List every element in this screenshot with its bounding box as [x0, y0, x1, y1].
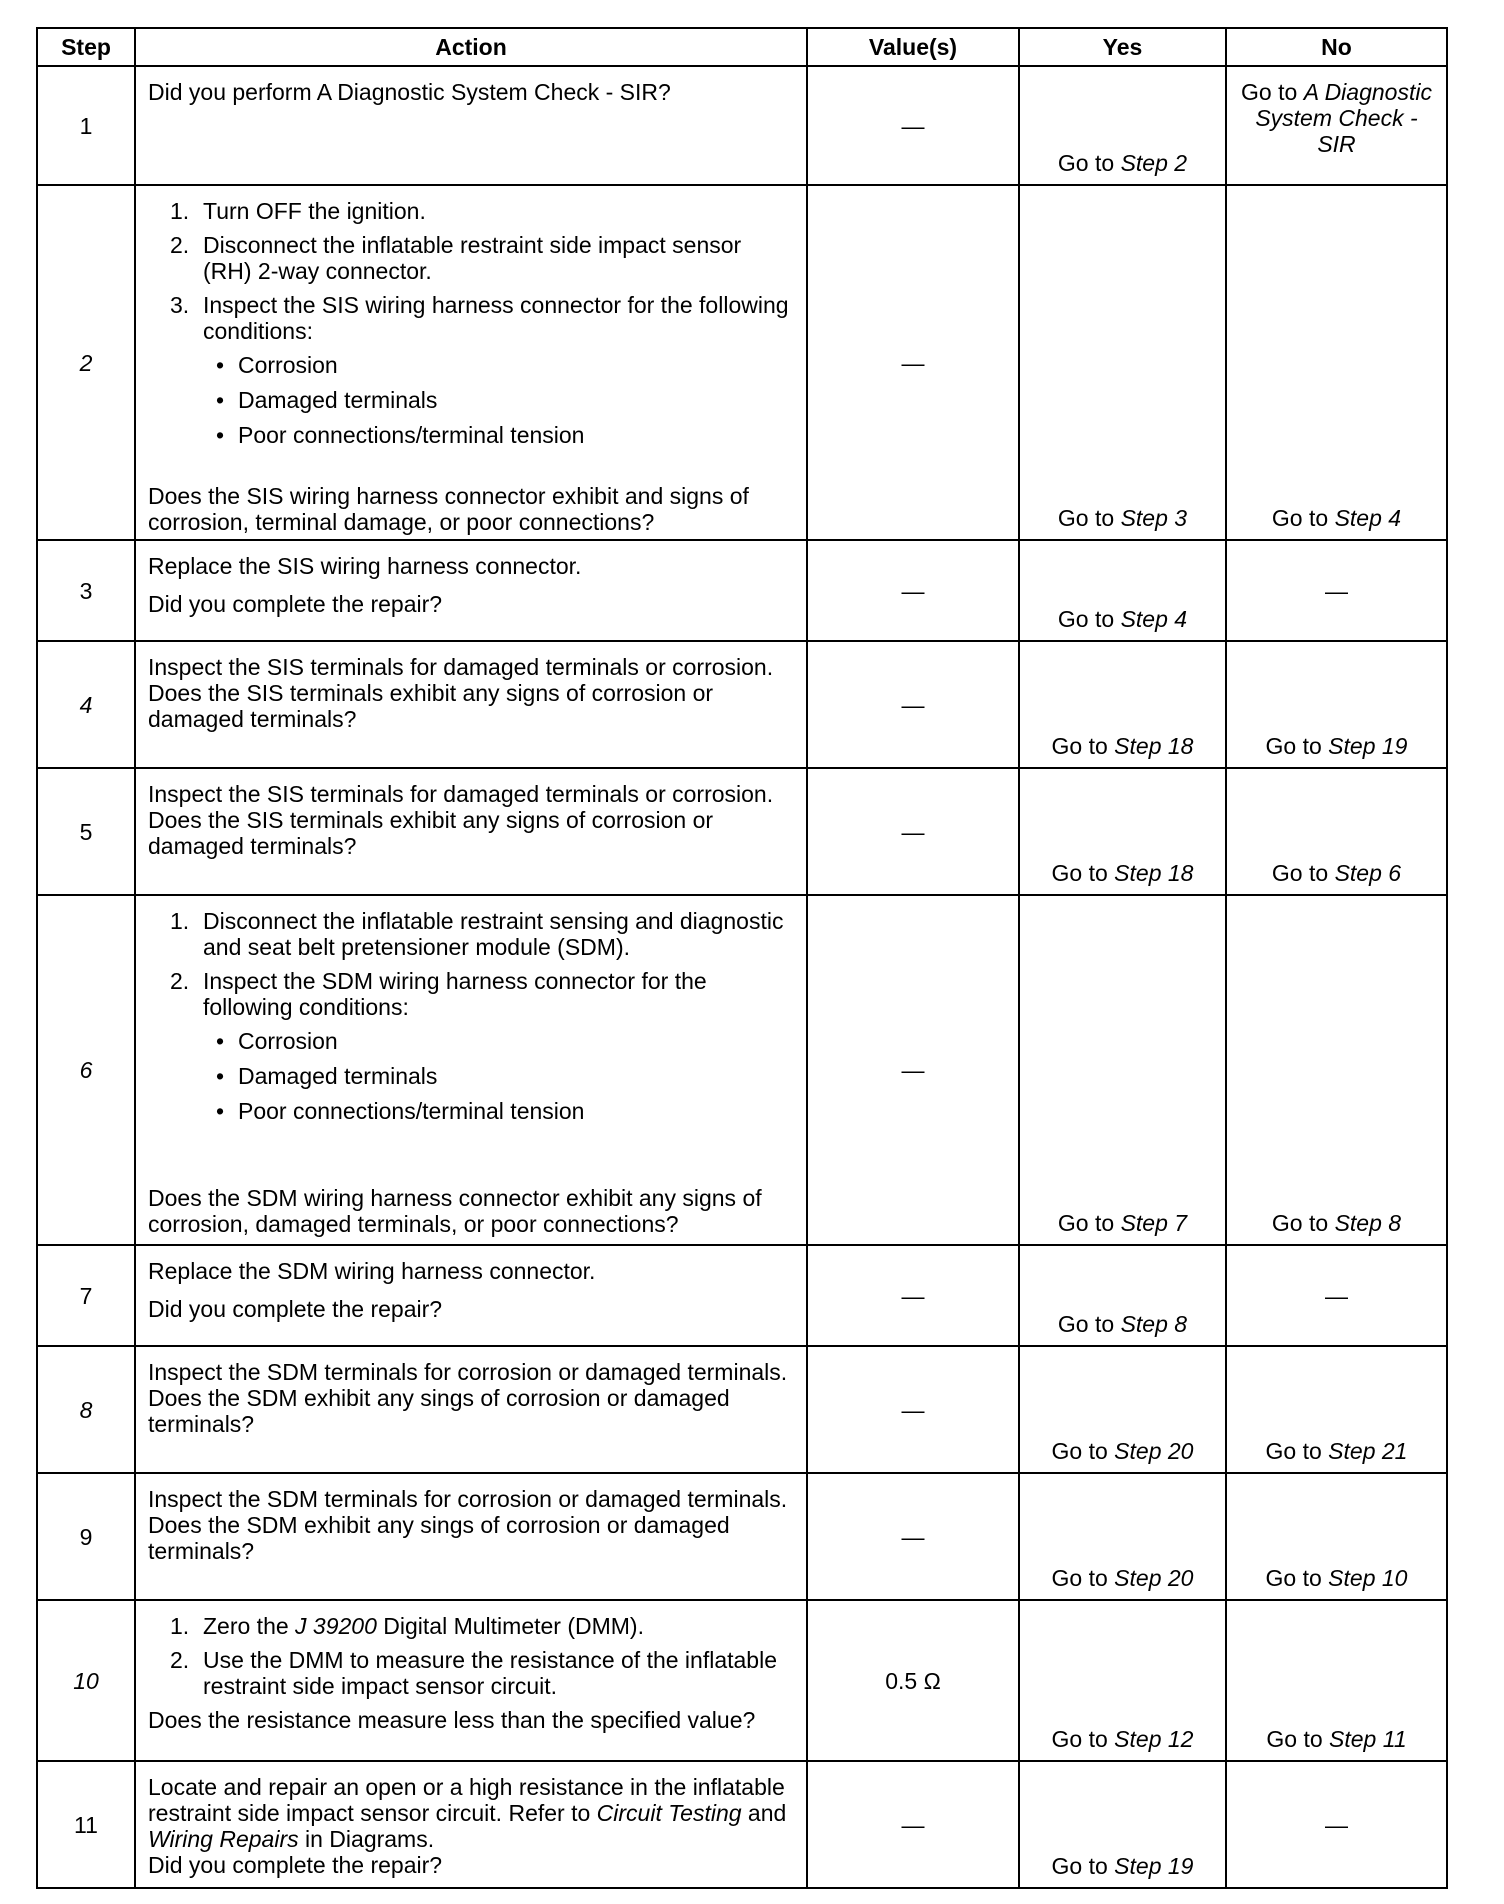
yes-cell [1019, 1761, 1226, 1888]
condition-item: • Damaged terminals [148, 387, 792, 413]
procedure-step-text: Inspect the SIS wiring harness connector for the following conditions: [203, 292, 789, 344]
action-cell [135, 540, 807, 641]
action-cell [135, 768, 807, 895]
yes-cell [1019, 895, 1226, 1245]
no-goto-link[interactable]: Step 19 [1328, 733, 1408, 759]
procedure-step-number: 1. [170, 908, 190, 934]
step-number: 1 [37, 66, 135, 185]
no-goto-link[interactable]: Step 8 [1334, 1210, 1402, 1236]
value-cell: — [807, 1473, 1019, 1600]
no-goto-link[interactable]: Step 4 [1334, 505, 1402, 531]
no-goto-prefix: Go to [1265, 1565, 1329, 1591]
procedure-step [148, 198, 792, 224]
diagnostic-table-page [36, 27, 1446, 1889]
no-goto-link[interactable]: Step 6 [1334, 860, 1402, 886]
no-cell [1226, 185, 1447, 540]
yes-goto-link[interactable]: Step 19 [1114, 1853, 1194, 1879]
value-cell: — [807, 66, 1019, 185]
table-body [37, 66, 1447, 1888]
yes-goto-link[interactable]: Step 18 [1114, 733, 1194, 759]
yes-goto-prefix: Go to [1057, 1210, 1121, 1236]
yes-cell [1019, 185, 1226, 540]
no-cell [1226, 1245, 1447, 1346]
action-text: Did you perform A Diagnostic System Check - SIR? [148, 79, 671, 105]
condition-item: • Corrosion [148, 1028, 792, 1054]
yes-goto-prefix: Go to [1057, 1311, 1121, 1337]
no-cell [1226, 768, 1447, 895]
procedure-step [148, 292, 792, 344]
yes-cell [1019, 1245, 1226, 1346]
yes-goto-prefix: Go to [1051, 1438, 1115, 1464]
procedure-step-number: 1. [170, 1613, 190, 1639]
yes-goto-link[interactable]: Step 7 [1120, 1210, 1188, 1236]
value-cell: 0.5 Ω [807, 1600, 1019, 1761]
procedure-step-number: 3. [170, 292, 190, 318]
value-cell: — [807, 1761, 1019, 1888]
procedure-step [148, 968, 792, 1020]
header-no: No [1226, 28, 1447, 66]
action-text: Replace the SDM wiring harness connector. [148, 1258, 596, 1284]
yes-goto-link[interactable]: Step 12 [1114, 1726, 1194, 1752]
header-step: Step [37, 28, 135, 66]
no-cell [1226, 1473, 1447, 1600]
value-cell: — [807, 1346, 1019, 1473]
table-row [37, 1600, 1447, 1761]
procedure-step [148, 908, 792, 960]
procedure-step [148, 1613, 792, 1639]
yes-cell [1019, 1600, 1226, 1761]
no-goto-prefix: Go to [1265, 1438, 1329, 1464]
procedure-step-number: 1. [170, 198, 190, 224]
step-number: 10 [37, 1600, 135, 1761]
step-number: 3 [37, 540, 135, 641]
no-cell [1226, 540, 1447, 641]
no-cell [1226, 895, 1447, 1245]
action-text: Inspect the SDM terminals for corrosion or damaged terminals. [148, 1486, 788, 1512]
action-question: Does the SDM wiring harness connector exhibit any signs of corrosion, damaged terminals, or poor connections? [148, 1185, 762, 1237]
action-text: Inspect the SDM terminals for corrosion or damaged terminals. [148, 1359, 788, 1385]
procedure-step-number: 2. [170, 1647, 190, 1673]
procedure-step-text: Turn OFF the ignition. [203, 198, 426, 224]
no-cell [1226, 66, 1447, 185]
no-dash: — [1325, 577, 1348, 604]
procedure-step-text: Disconnect the inflatable restraint sensing and diagnostic and seat belt pretensioner module (SDM). [203, 908, 784, 960]
yes-goto-prefix: Go to [1057, 606, 1121, 632]
procedure-step-text: Disconnect the inflatable restraint side impact sensor (RH) 2-way connector. [203, 232, 742, 284]
no-goto-prefix: Go to [1271, 1210, 1335, 1236]
procedure-step-text: Inspect the SDM wiring harness connector for the following conditions: [203, 968, 707, 1020]
action-cell [135, 1473, 807, 1600]
step-number: 2 [37, 185, 135, 540]
no-goto-link[interactable]: Step 11 [1329, 1726, 1407, 1752]
table-row [37, 66, 1447, 185]
step-number: 5 [37, 768, 135, 895]
header-yes: Yes [1019, 28, 1226, 66]
yes-cell [1019, 768, 1226, 895]
table-row [37, 641, 1447, 768]
step-number: 4 [37, 641, 135, 768]
value-cell: — [807, 641, 1019, 768]
action-text: Replace the SIS wiring harness connector. [148, 553, 582, 579]
table-row [37, 185, 1447, 540]
action-question: Does the SIS wiring harness connector exhibit and signs of corrosion, terminal damage, or poor connections? [148, 483, 749, 535]
table-row [37, 1761, 1447, 1888]
value-cell: — [807, 185, 1019, 540]
action-cell [135, 1761, 807, 1888]
yes-goto-prefix: Go to [1051, 1565, 1115, 1591]
no-cell [1226, 641, 1447, 768]
procedure-step-text: Use the DMM to measure the resistance of the inflatable restraint side impact sensor circuit. [203, 1647, 778, 1699]
action-question: Did you complete the repair? [148, 1852, 443, 1878]
step-number: 11 [37, 1761, 135, 1888]
yes-goto-link[interactable]: Step 2 [1120, 150, 1188, 176]
table-row [37, 1473, 1447, 1600]
condition-item: • Corrosion [148, 352, 792, 378]
action-cell [135, 641, 807, 768]
yes-goto-prefix: Go to [1051, 860, 1115, 886]
procedure-step-text: Zero the J 39200 Digital Multimeter (DMM). [203, 1613, 644, 1639]
yes-goto-prefix: Go to [1051, 733, 1115, 759]
no-goto-prefix: Go to [1241, 79, 1304, 105]
header-action: Action [135, 28, 807, 66]
no-goto-prefix: Go to [1271, 860, 1335, 886]
no-goto-prefix: Go to [1265, 733, 1329, 759]
table-row [37, 1245, 1447, 1346]
condition-list [148, 1028, 792, 1124]
yes-goto-link[interactable]: Step 3 [1120, 505, 1188, 531]
header-values: Value(s) [807, 28, 1019, 66]
value-cell: — [807, 540, 1019, 641]
action-text: Does the SIS terminals exhibit any signs of corrosion or damaged terminals? [148, 807, 714, 859]
procedure-step-number: 2. [170, 232, 190, 258]
condition-item: • Damaged terminals [148, 1063, 792, 1089]
action-cell [135, 66, 807, 185]
action-text: Inspect the SIS terminals for damaged terminals or corrosion. [148, 781, 774, 807]
no-goto-link[interactable]: Step 21 [1328, 1438, 1408, 1464]
yes-goto-link[interactable]: Step 18 [1114, 860, 1194, 886]
no-goto-link[interactable]: A Diagnostic System Check - SIR [1255, 79, 1432, 157]
no-goto-prefix: Go to [1266, 1726, 1330, 1752]
procedure-list [148, 908, 792, 1020]
action-text: Does the SDM exhibit any sings of corrosion or damaged terminals? [148, 1512, 730, 1564]
no-goto-link[interactable]: Step 10 [1328, 1565, 1408, 1591]
value-cell: — [807, 1245, 1019, 1346]
action-cell [135, 1245, 807, 1346]
no-cell [1226, 1761, 1447, 1888]
table-row [37, 895, 1447, 1245]
yes-goto-prefix: Go to [1051, 1726, 1115, 1752]
table-row [37, 768, 1447, 895]
action-question: Did you complete the repair? [148, 591, 443, 617]
yes-cell [1019, 1473, 1226, 1600]
action-cell [135, 1346, 807, 1473]
action-cell [135, 185, 807, 540]
action-cell [135, 895, 807, 1245]
action-text: Does the SDM exhibit any sings of corrosion or damaged terminals? [148, 1385, 730, 1437]
header-row [37, 28, 1447, 66]
step-number: 7 [37, 1245, 135, 1346]
step-number: 6 [37, 895, 135, 1245]
step-number: 8 [37, 1346, 135, 1473]
procedure-list [148, 198, 792, 344]
action-text: Inspect the SIS terminals for damaged terminals or corrosion. [148, 654, 774, 680]
action-question: Does the resistance measure less than the specified value? [148, 1707, 756, 1733]
action-text: Locate and repair an open or a high resistance in the inflatable restraint side impact sensor circuit. Refer to Circuit Testing and Wiring Repairs in Diagrams. [148, 1774, 787, 1852]
procedure-step [148, 232, 792, 284]
yes-cell [1019, 66, 1226, 185]
yes-goto-link[interactable]: Step 8 [1120, 1311, 1188, 1337]
yes-cell [1019, 540, 1226, 641]
step-number: 9 [37, 1473, 135, 1600]
no-dash: — [1325, 1811, 1348, 1838]
table-row [37, 540, 1447, 641]
yes-cell [1019, 1346, 1226, 1473]
table-row [37, 1346, 1447, 1473]
no-dash: — [1325, 1282, 1348, 1309]
condition-item: • Poor connections/terminal tension [148, 422, 792, 448]
yes-goto-link[interactable]: Step 20 [1114, 1565, 1194, 1591]
condition-list [148, 352, 792, 448]
no-cell [1226, 1346, 1447, 1473]
procedure-step [148, 1647, 792, 1699]
yes-goto-prefix: Go to [1051, 1853, 1115, 1879]
value-cell: — [807, 768, 1019, 895]
yes-cell [1019, 641, 1226, 768]
action-cell [135, 1600, 807, 1761]
no-goto-prefix: Go to [1271, 505, 1335, 531]
yes-goto-link[interactable]: Step 4 [1120, 606, 1188, 632]
condition-item: • Poor connections/terminal tension [148, 1098, 792, 1124]
value-cell: — [807, 895, 1019, 1245]
yes-goto-prefix: Go to [1057, 505, 1121, 531]
no-cell [1226, 1600, 1447, 1761]
procedure-list [148, 1613, 792, 1699]
procedure-step-number: 2. [170, 968, 190, 994]
action-question: Did you complete the repair? [148, 1296, 443, 1322]
action-text: Does the SIS terminals exhibit any signs of corrosion or damaged terminals? [148, 680, 714, 732]
diagnostic-table [36, 27, 1448, 1889]
yes-goto-link[interactable]: Step 20 [1114, 1438, 1194, 1464]
yes-goto-prefix: Go to [1057, 150, 1121, 176]
